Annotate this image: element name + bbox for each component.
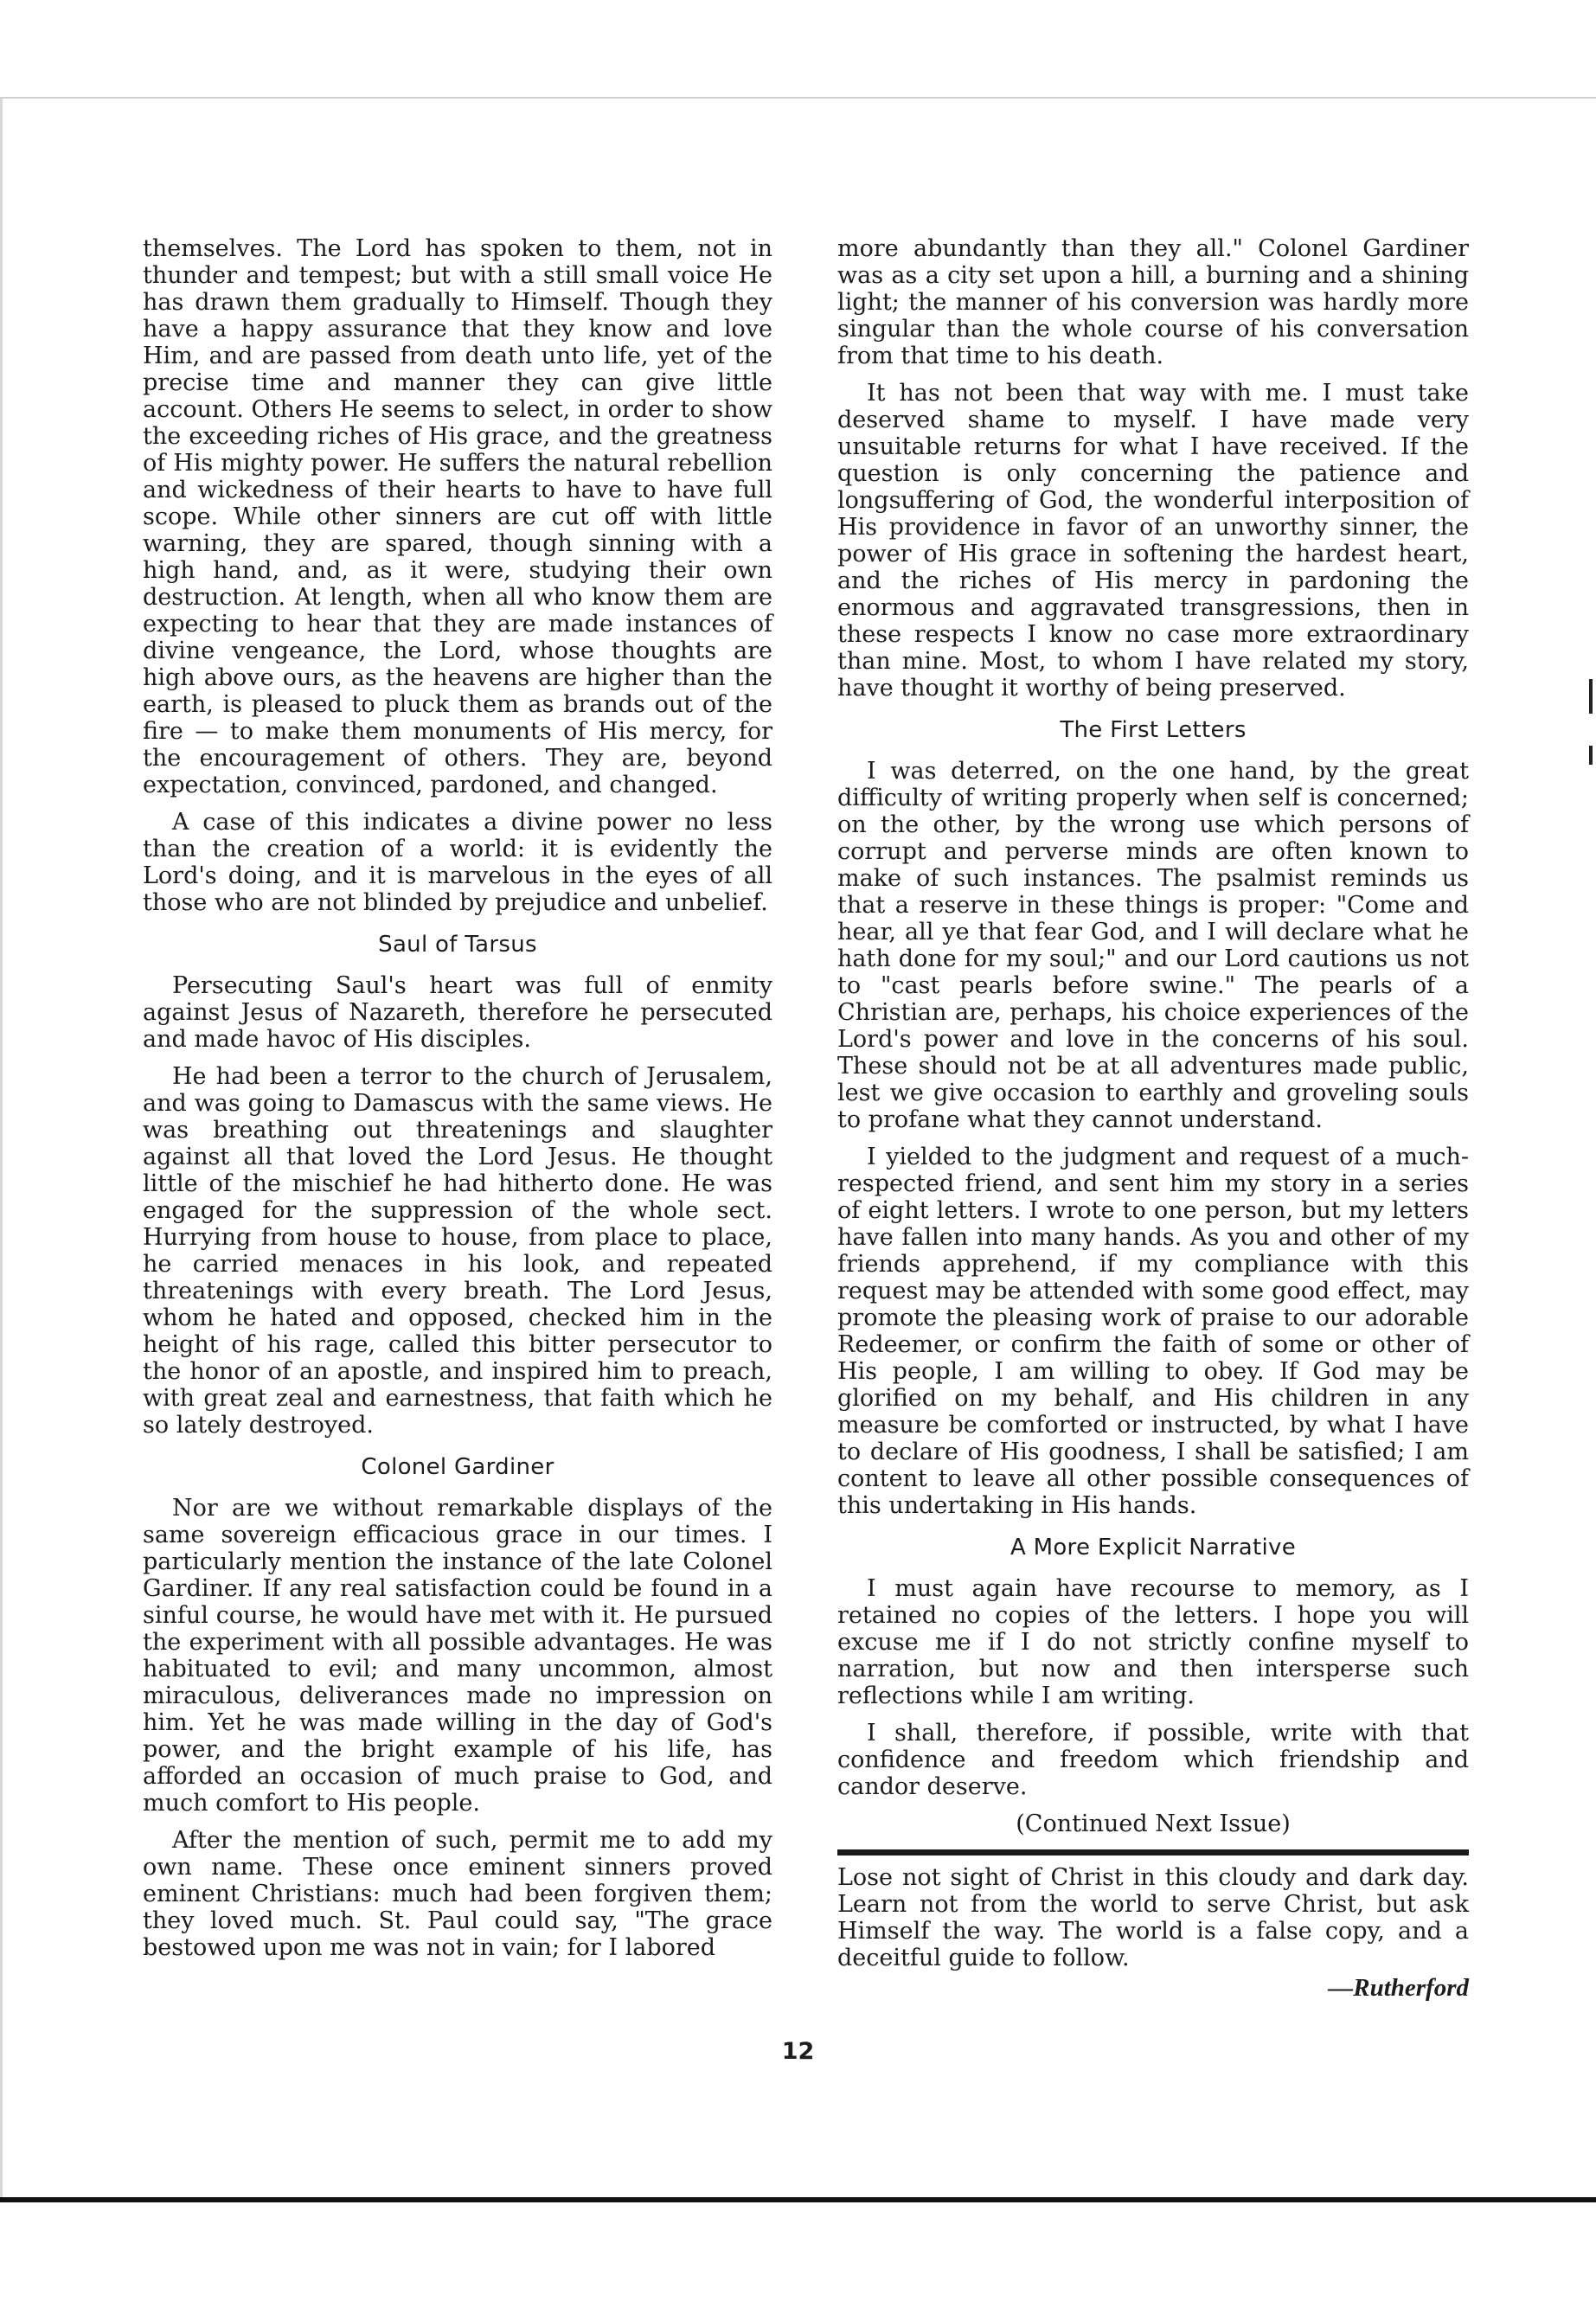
paragraph: I must again have recourse to memory, as I retained no copies of the letters. I hope you will excuse me if I do not strictly confine myself to narration, but now and then intersperse such reflections while I am writing. (837, 1575, 1469, 1709)
scan-top-border (0, 97, 1596, 99)
quote-divider (837, 1849, 1469, 1856)
section-heading-saul-of-tarsus: Saul of Tarsus (378, 932, 537, 958)
right-column (837, 235, 1469, 2002)
scan-left-border (0, 99, 3, 2201)
quote-box (837, 1864, 1469, 2002)
quote-attribution: —Rutherford (1328, 1974, 1469, 2002)
paragraph: After the mention of such, permit me to add my own name. These once eminent sinners proved eminent Christians: much had been forgiven them; they loved much. St. Paul could say, "The grace bestowed upon me was not in vain; for I labored (143, 1827, 772, 1961)
paragraph: He had been a terror to the church of Jerusalem, and was going to Damascus with the same views. He was breathing out threatenings and slaughter against all that loved the Lord Jesus. He thought little of the mischief he had hitherto done. He was engaged for the suppression of the whole sect. Hurrying from house to house, from place to place, he carried menaces in his look, and repeated threatenings with every breath. The Lord Jesus, whom he hated and opposed, checked him in the height of his rage, called this bitter persecutor to the honor of an apostle, and inspired him to preach, with great zeal and earnestness, that faith which he so lately destroyed. (143, 1063, 772, 1439)
paragraph: It has not been that way with me. I must take deserved shame to myself. I have made very unsuitable returns for what I have received. If the question is only concerning the patience and longsuffering of God, the wonderful interposition of His providence in favor of an unworthy sinner, the power of His grace in softening the hardest heart, and the riches of His mercy in pardoning the enormous and aggravated transgressions, then in these respects I know no case more extraordinary than mine. Most, to whom I have related my story, have thought it worthy of being preserved. (837, 380, 1469, 702)
left-column (143, 235, 772, 1971)
quote-text: Lose not sight of Christ in this cloudy and dark day. Learn not from the world to serve Christ, but ask Himself the way. The world is a false copy, and a deceitful guide to follow. (837, 1864, 1469, 1971)
section-heading-colonel-gardiner: Colonel Gardiner (361, 1454, 554, 1480)
paragraph: I shall, therefore, if possible, write with that confidence and freedom which friendship and candor deserve. (837, 1720, 1469, 1800)
section-heading-explicit-narrative: A More Explicit Narrative (1010, 1535, 1297, 1561)
paragraph: more abundantly than they all." Colonel Gardiner was as a city set upon a hill, a burning and a shining light; the manner of his conversion was hardly more singular than the whole course of his conversation from that time to his death. (837, 235, 1469, 369)
paragraph: I was deterred, on the one hand, by the great difficulty of writing properly when self is concerned; on the other, by the wrong use which persons of corrupt and perverse minds are often known to make of such instances. The psalmist reminds us that a reserve in these things is proper: "Come and hear, all ye that fear God, and I will declare what he hath done for my soul;" and our Lord cautions us not to "cast pearls before swine." The pearls of a Christian are, perhaps, his choice experiences of the Lord's power and love in the concerns of his soul. These should not be at all adventures made public, lest we give occasion to earthly and groveling souls to profane what they cannot understand. (837, 758, 1469, 1133)
paragraph: Persecuting Saul's heart was full of enmity against Jesus of Nazareth, therefore he persecuted and made havoc of His disciples. (143, 972, 772, 1053)
continued-notice: (Continued Next Issue) (1016, 1811, 1291, 1837)
paragraph: I yielded to the judgment and request of a much-respected friend, and sent him my story in a series of eight letters. I wrote to one person, but my letters have fallen into many hands. As you and other of my friends apprehend, if my compliance with this request may be attended with some good effect, may promote the pleasing work of praise to our adorable Redeemer, or confirm the faith of some or other of His people, I am willing to obey. If God may be glorified on my behalf, and His children in any measure be comforted or instructed, by what I have to declare of His goodness, I shall be satisfied; I am content to leave all other possible consequences of this undertaking in His hands. (837, 1144, 1469, 1519)
scan-edge-mark (1589, 679, 1593, 714)
scan-edge-mark (1589, 746, 1593, 765)
paragraph: A case of this indicates a divine power no less than the creation of a world: it is evidently the Lord's doing, and it is marvelous in the eyes of all those who are not blinded by prejudice and unbelief. (143, 809, 772, 916)
paragraph: Nor are we without remarkable displays of the same sovereign efficacious grace in our times. I particularly mention the instance of the late Colonel Gardiner. If any real satisfaction could be found in a sinful course, he would have met with it. He pursued the experiment with all possible advantages. He was habituated to evil; and many uncommon, almost miraculous, deliverances made no impression on him. Yet he was made willing in the day of God's power, and the bright example of his life, has afforded an occasion of much praise to God, and much comfort to His people. (143, 1495, 772, 1817)
section-heading-first-letters: The First Letters (1060, 717, 1247, 743)
page-number: 12 (781, 2038, 815, 2065)
scan-bottom-border (0, 2197, 1596, 2202)
paragraph: themselves. The Lord has spoken to them, not in thunder and tempest; but with a still small voice He has drawn them gradually to Himself. Though they have a happy assurance that they know and love Him, and are passed from death unto life, yet of the precise time and manner they can give little account. Others He seems to select, in order to show the exceeding riches of His grace, and the greatness of His mighty power. He suffers the natural rebellion and wickedness of their hearts to have to have full scope. While other sinners are cut off with little warning, they are spared, though sinning with a high hand, and, as it were, studying their own destruction. At length, when all who know them are expecting to hear that they are made instances of divine vengeance, the Lord, whose thoughts are high above ours, as the heavens are higher than the earth, is pleased to pluck them as brands out of the fire — to make them monuments of His mercy, for the encouragement of others. They are, beyond expectation, convinced, pardoned, and changed. (143, 235, 772, 798)
